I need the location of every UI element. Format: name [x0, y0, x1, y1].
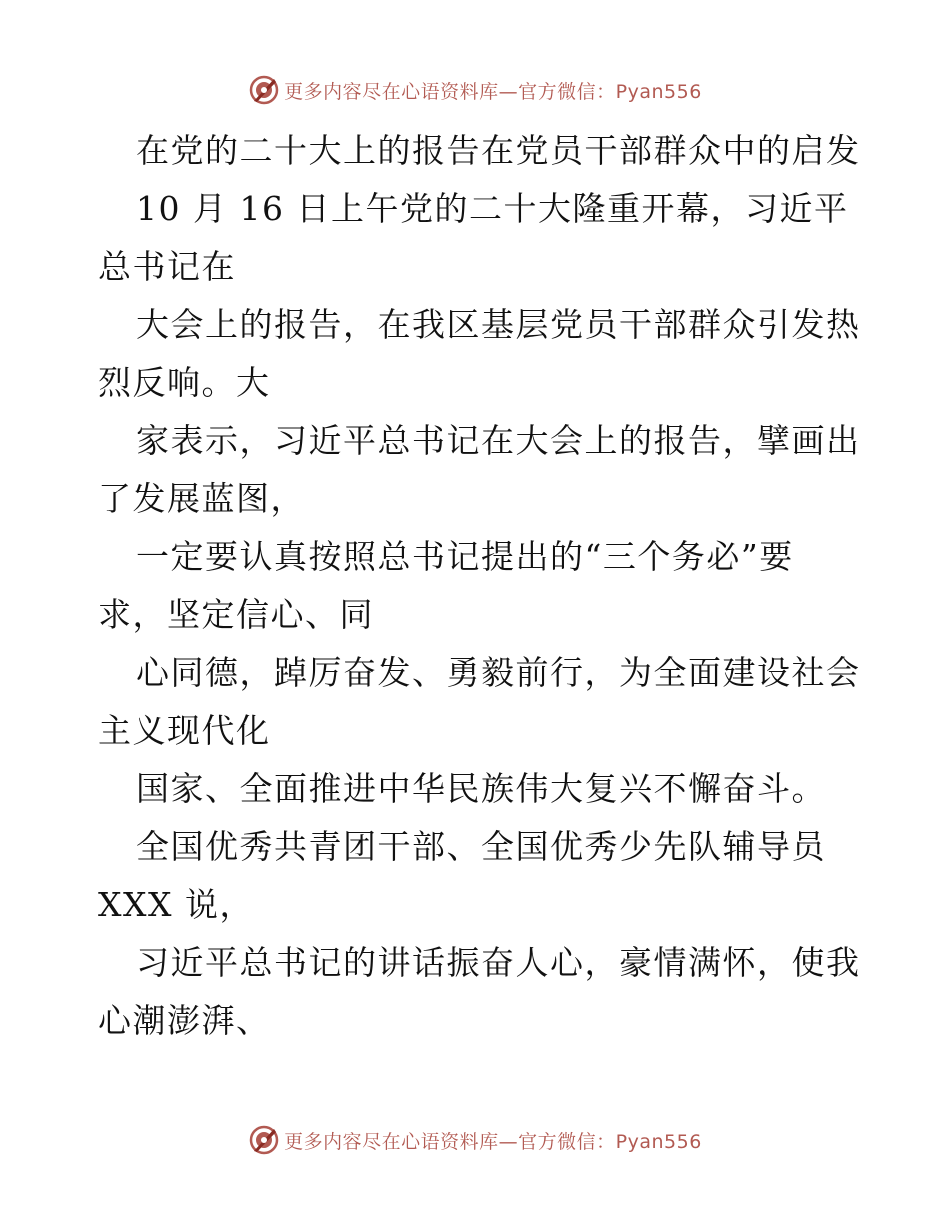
paragraph-line: 总书记在 [98, 247, 236, 286]
paragraph-line: 了发展蓝图， [98, 479, 305, 518]
footer-banner [0, 1120, 950, 1160]
header-banner [0, 70, 950, 110]
paragraph-line: 家表示，习近平总书记在大会上的报告，擘画出 [136, 421, 861, 460]
paragraph-line: 求，坚定信心、同 [98, 595, 374, 634]
quill-pen-seal-icon [248, 1124, 280, 1156]
paragraph-line: 大会上的报告，在我区基层党员干部群众引发热 [136, 305, 861, 344]
paragraph-line: 心同德，踔厉奋发、勇毅前行，为全面建设社会 [136, 653, 861, 692]
quill-pen-seal-icon [248, 74, 280, 106]
paragraph-line: 全国优秀共青团干部、全国优秀少先队辅导员 [136, 827, 826, 866]
paragraph-line: 习近平总书记的讲话振奋人心，豪情满怀，使我 [136, 943, 861, 982]
document-title: 在党的二十大上的报告在党员干部群众中的启发 [136, 131, 861, 170]
paragraph-line: 国家、全面推进中华民族伟大复兴不懈奋斗。 [136, 769, 826, 808]
paragraph-line: 10 月 16 日上午党的二十大隆重开幕，习近平 [136, 189, 849, 228]
document-body [98, 122, 861, 1050]
footer-banner-text: 更多内容尽在心语资料库—官方微信：Pyan556 [284, 1130, 702, 1153]
paragraph-line: 主义现代化 [98, 711, 271, 750]
paragraph-line: 心潮澎湃、 [98, 1001, 271, 1040]
paragraph-line: 烈反响。大 [98, 363, 271, 402]
paragraph-line: XXX 说， [98, 885, 254, 924]
header-banner-text: 更多内容尽在心语资料库—官方微信：Pyan556 [284, 80, 702, 103]
paragraph-line: 一定要认真按照总书记提出的“三个务必”要 [136, 537, 794, 576]
